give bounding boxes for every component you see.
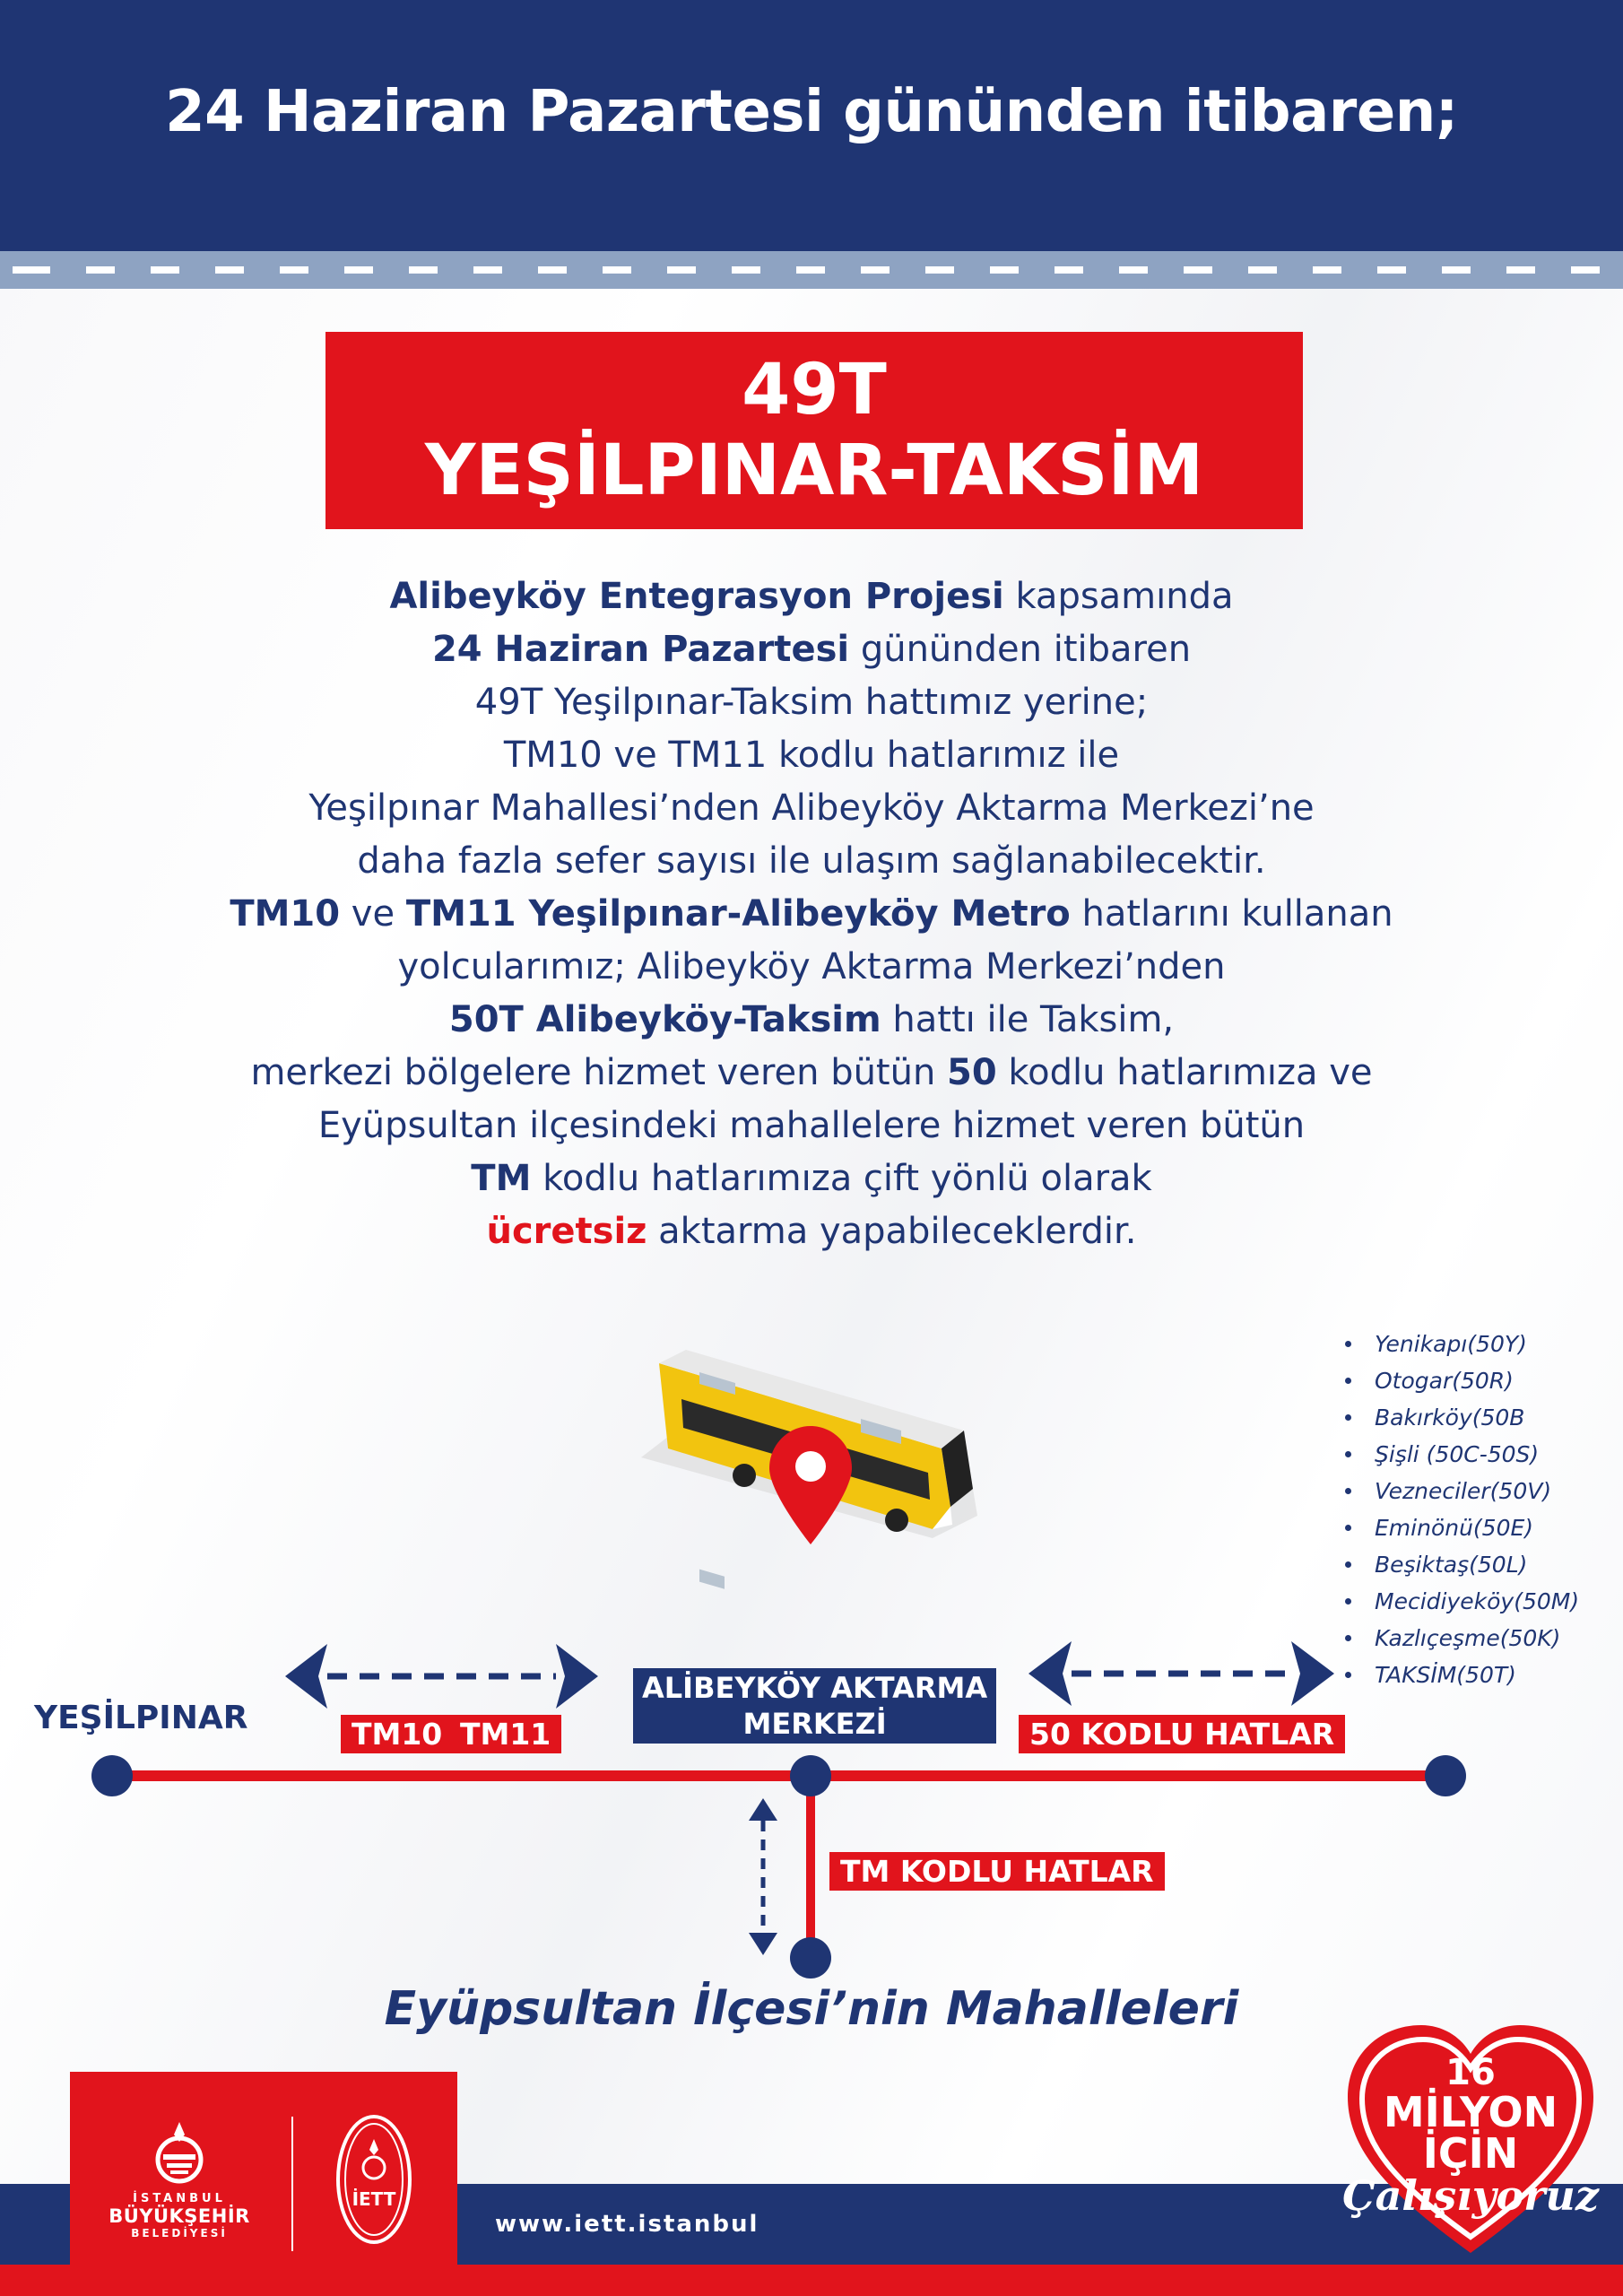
iett-emblem-icon bbox=[334, 2112, 414, 2247]
map-pin-icon bbox=[769, 1426, 852, 1544]
line-label-tm10: TM10 bbox=[341, 1715, 453, 1753]
list-item: TAKSİM(50T) bbox=[1345, 1657, 1579, 1693]
text-line: yolcularımız; Alibeyköy Aktarma Merkezi’nden bbox=[397, 946, 1226, 987]
list-item: Eminönü(50E) bbox=[1345, 1509, 1579, 1546]
text-line: daha fazla sefer sayısı ile ulaşım sağlanabilecektir. bbox=[357, 840, 1266, 882]
list-item: Otogar(50R) bbox=[1345, 1362, 1579, 1399]
list-item: Bakırköy(50B bbox=[1345, 1399, 1579, 1436]
stop-yesilpinar bbox=[91, 1755, 133, 1796]
double-arrow-icon bbox=[285, 1644, 598, 1709]
announcement-text bbox=[117, 570, 1506, 1258]
text-line: Alibeyköy Entegrasyon Projesi kapsamında bbox=[389, 576, 1234, 617]
text-line: merkezi bölgelere hizmet veren bütün 50 kodlu hatlarımıza ve bbox=[250, 1052, 1373, 1093]
text-line: TM kodlu hatlarımıza çift yönlü olarak bbox=[471, 1158, 1152, 1199]
line-label-tm11: TM11 bbox=[449, 1715, 561, 1753]
list-item: Kazlıçeşme(50K) bbox=[1345, 1620, 1579, 1657]
badge-text: 16 MİLYON İÇİN Çalışıyoruz bbox=[1342, 2052, 1599, 2220]
text-line: 24 Haziran Pazartesi gününden itibaren bbox=[431, 629, 1192, 670]
road-dashes bbox=[0, 266, 1623, 274]
stop-label-yesilpinar: YEŞİLPINAR bbox=[34, 1700, 248, 1736]
stop-eyupsultan bbox=[790, 1937, 831, 1979]
text-line: 50T Alibeyköy-Taksim hattı ile Taksim, bbox=[448, 999, 1175, 1040]
road-strip bbox=[0, 251, 1623, 289]
line-label-50-kodlu: 50 KODLU HATLAR bbox=[1019, 1715, 1345, 1753]
list-item: Mecidiyeköy(50M) bbox=[1345, 1583, 1579, 1620]
text-line: ücretsiz aktarma yapabileceklerdir. bbox=[486, 1211, 1137, 1252]
ibb-logo: İSTANBUL BÜYÜKŞEHİR BELEDİYESİ bbox=[108, 2115, 251, 2239]
double-arrow-icon bbox=[1028, 1641, 1334, 1706]
text-line: 49T Yeşilpınar-Taksim hattımız yerine; bbox=[474, 682, 1149, 723]
ibb-emblem-icon bbox=[143, 2115, 215, 2187]
stop-alibeykoy bbox=[790, 1755, 831, 1796]
website-link[interactable]: www.iett.istanbul bbox=[495, 2211, 759, 2238]
text-line: Eyüpsultan ilçesindeki mahallelere hizmet veren bütün bbox=[317, 1105, 1306, 1146]
svg-text:İETT: İETT bbox=[352, 2188, 396, 2210]
route-name: YEŞİLPINAR-TAKSİM bbox=[424, 430, 1204, 511]
text-line: Yeşilpınar Mahallesi’nden Alibeyköy Aktarma Merkezi’ne bbox=[308, 787, 1315, 829]
page-title: 24 Haziran Pazartesi gününden itibaren; bbox=[165, 79, 1458, 145]
line-label-tm-kodlu: TM KODLU HATLAR bbox=[829, 1852, 1165, 1891]
district-label: Eyüpsultan İlçesi’nin Mahalleleri bbox=[384, 1982, 1239, 2036]
logo-divider bbox=[291, 2117, 293, 2251]
header-band bbox=[0, 0, 1623, 251]
list-item: Yenikapı(50Y) bbox=[1345, 1326, 1579, 1362]
destination-list bbox=[1345, 1326, 1579, 1693]
list-item: Şişli (50C-50S) bbox=[1345, 1436, 1579, 1473]
text-line: TM10 ve TM11 Yeşilpınar-Alibeyköy Metro hatlarını kullanan bbox=[230, 893, 1393, 935]
route-code: 49T bbox=[742, 350, 887, 430]
text-line: TM10 ve TM11 kodlu hatlarımız ile bbox=[503, 735, 1120, 776]
list-item: Vezneciler(50V) bbox=[1345, 1473, 1579, 1509]
iett-logo bbox=[334, 2112, 414, 2250]
list-item: Beşiktaş(50L) bbox=[1345, 1546, 1579, 1583]
hub-label: ALİBEYKÖY AKTARMA MERKEZİ bbox=[633, 1668, 996, 1744]
stop-50-lines bbox=[1425, 1755, 1466, 1796]
double-arrow-icon bbox=[749, 1798, 777, 1955]
route-title-box bbox=[325, 332, 1303, 529]
